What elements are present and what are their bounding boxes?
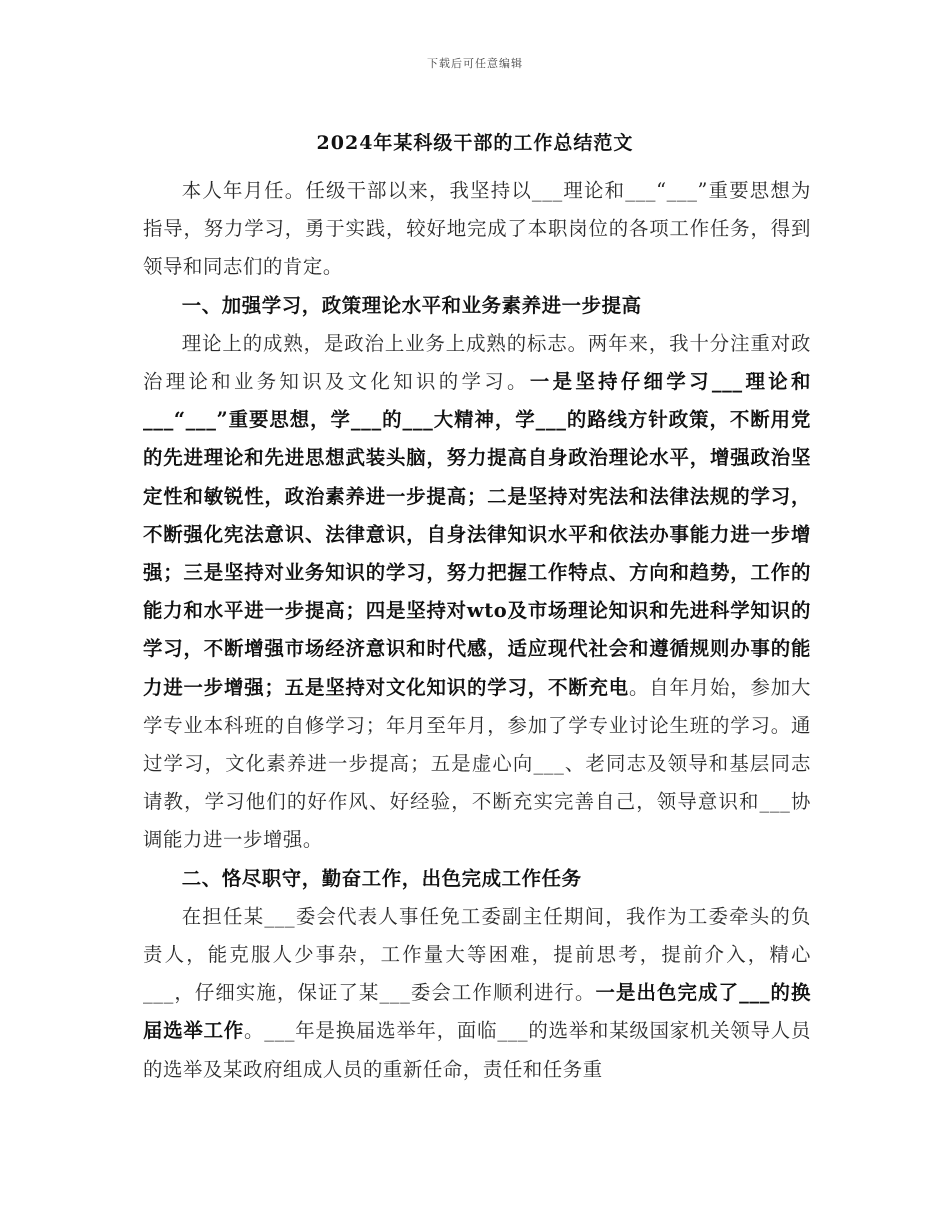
section-2-paragraph bbox=[143, 898, 811, 1089]
document-body bbox=[143, 172, 811, 1089]
intro-paragraph: 本人年月任。任级干部以来，我坚持以___理论和___“___”重要思想为指导，努力学习，勇于实践，较好地完成了本职岗位的各项工作任务，得到领导和同志们的肯定。 bbox=[143, 179, 811, 279]
section-1-paragraph bbox=[143, 325, 811, 860]
document-title: 2024年某科级干部的工作总结范文 bbox=[316, 132, 634, 154]
section-1-lead: 理论上的成熟，是政治上业务上成熟的标志。两年来，我十分注重对政治理论和业务知识及文化知识的学习。 bbox=[143, 331, 811, 394]
section-2-bold-text: 一是出色完成了___的换届选举工作 bbox=[143, 981, 811, 1043]
section-1-bold-text: 一是坚持仔细学习___理论和___“___”重要思想，学___的___大精神，学___的路线方针政策，不断用党的先进理论和先进思想武装头脑，努力提高自身政治理论水平，增强政治坚定性和敏锐性，政治素养进一步提高；二是坚持对宪法和法律法规的学习，不断强化宪法意识、法律意识，自身法律知识水平和依法办事能力进一步增强；三是坚持对业务知识的学习，努力把握工作特点、方向和趋势，工作的能力和水平进一步提高；四是坚持对wto及市场理论知识和先进科学知识的学习，不断增强市场经济意识和时代感，适应现代社会和遵循规则办事的能力进一步增强；五是坚持对文化知识的学习，不断充电 bbox=[143, 370, 811, 699]
section-heading-2: 二、恪尽职守，勤奋工作，出色完成工作任务 bbox=[181, 866, 582, 890]
section-2-lead: 在担任某___委会代表人事任免工委副主任期间，我作为工委牵头的负责人，能克服人少事杂，工作量大等困难，提前思考，提前介入，精心___，仔细实施，保证了某___委会工作顺利进行。 bbox=[143, 904, 811, 1005]
section-1-tail: 。自年月始，参加大学专业本科班的自修学习；年月至年月，参加了学专业讨论生班的学习。通过学习，文化素养进一步提高；五是虚心向___、老同志及领导和基层同志请教，学习他们的好作风、好经验，不断充实完善自己，领导意识和___协调能力进一步增强。 bbox=[143, 675, 811, 852]
page-header-note: 下载后可任意编辑 bbox=[427, 57, 523, 70]
section-2-tail: 。___年是换届选举年，面临___的选举和某级国家机关领导人员的选举及某政府组成人员的重新任命，责任和任务重 bbox=[143, 1019, 812, 1081]
section-heading-1: 一、加强学习，政策理论水平和业务素养进一步提高 bbox=[181, 293, 642, 317]
